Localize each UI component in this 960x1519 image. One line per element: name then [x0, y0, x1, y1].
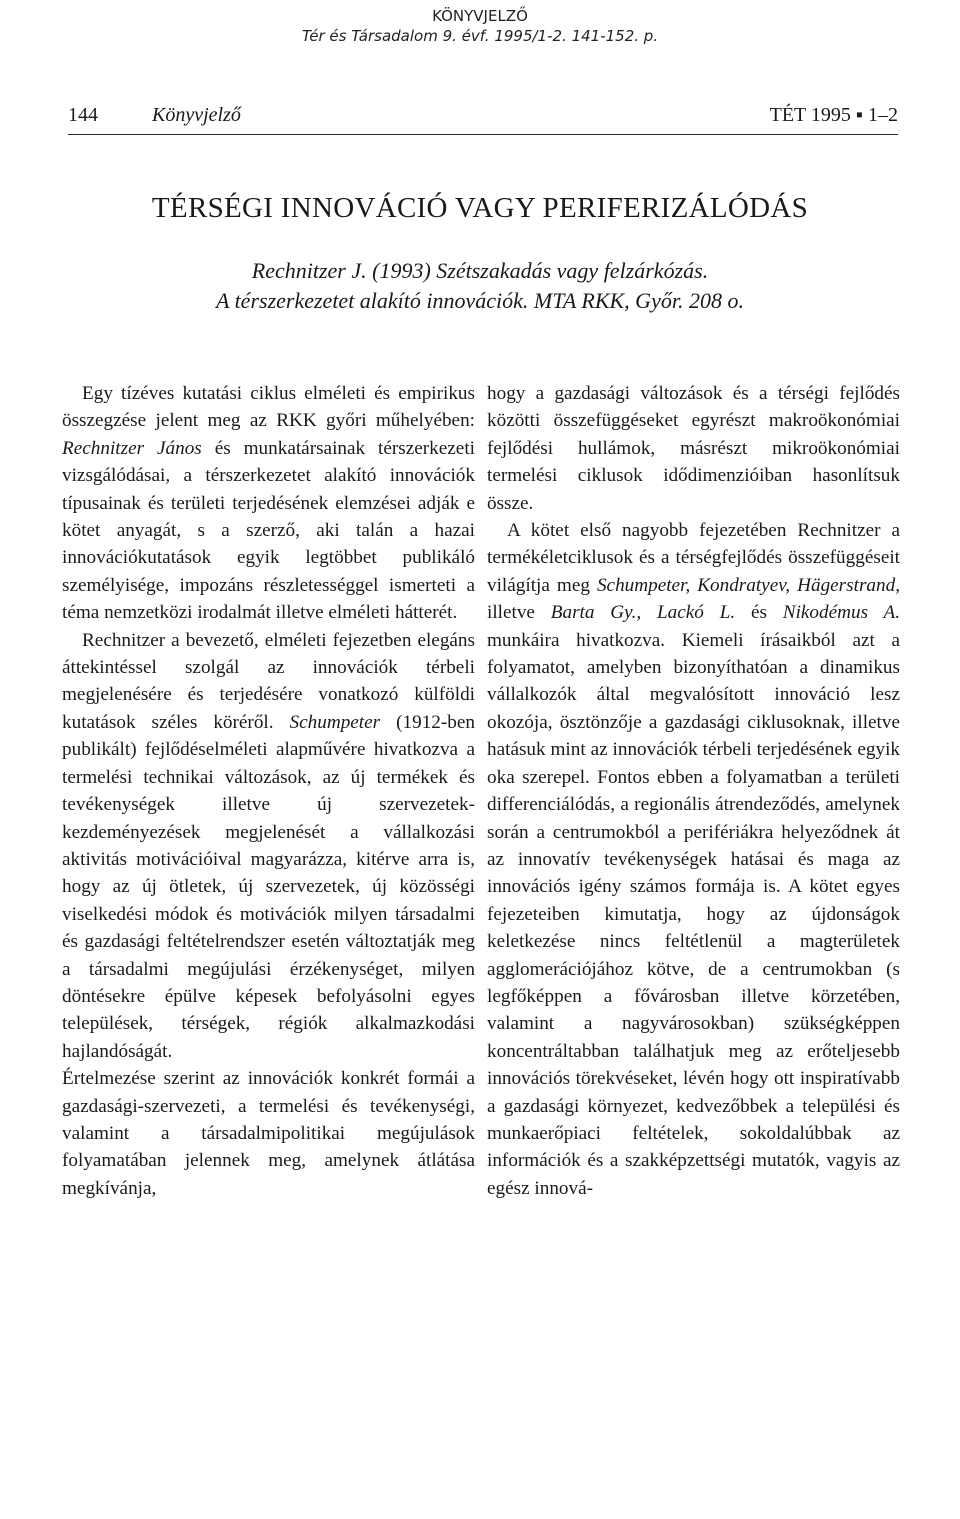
text-run: A kötet első nagyobb fejezetében Rechnitzer a termékéletciklusok és a térségfejlődés összefüggéseit világítja meg — [487, 520, 900, 596]
author-name: Nikodémus A. — [782, 602, 901, 624]
running-head — [68, 104, 898, 135]
paragraph-3: Értelmezése szerint az innovációk konkrét formái a gazdasági-szervezeti, a termelési és tevékenységi, valamint a társadalmipolitikai megújulások folyamatában jelennek meg, amelynek átlátása megkívánja, — [62, 1068, 475, 1199]
author-names: Schumpeter, Kondratyev, Hägerstrand, — [596, 574, 900, 596]
author-names: Barta Gy., Lackó L. — [550, 602, 736, 624]
paragraph-4: hogy a gazdasági változások és a térségi fejlődés közötti összefüggéseket egyrészt makroökonómiai fejlődési hullámok, másrészt mikroökonómiai termelési ciklusok idődimenzióiban hasonlítsuk össze. — [487, 383, 900, 514]
text-run: munkáira hivatkozva. Kiemeli írásaikból azt a folyamatot, amelyben bizonyíthatóan a dinamikus vállalkozók által megvalósított innováció lesz okozója, ösztönzője a gazdasági ciklusoknak, illetve hatásuk mint az innovációk térbeli terjedésének egyik oka szerepel. Fontos ebben a folyamatban a területi differenciálódás, a regionális átrendeződés, amelynek során a centrumokból a perifériákra helyeződnek át az innovatív tevékenységek hatásai és maga az innovációs igény számos formája is. A kötet egyes fejezeteiben kimutatja, hogy az újdonságok keletkezése nincs feltétlenül a magterületek agglomerációjához kötve, de a centrumokban (s legfőképpen a fővárosban illetve körzetében, valamint a nagyvárosokban) szükségképpen koncentráltabban találhatjuk meg az erőteljesebb innovációs törekvéseket, lévén hogy ott inspiratívabb a gazdasági környezet, kedvezőbbek a települési és munkaerőpiaci feltételek, sokoldalúbbak az információk és a szakképzettségi mutatók, vagyis az egész innová- — [487, 629, 900, 1199]
right-column — [487, 380, 900, 1202]
author-name: Schumpeter — [289, 711, 381, 733]
text-run: és munkatársainak térszerkezeti vizsgálódásai, a térszerkezetet alakító innovációk típusainak és területi terjedésének elemzései adják e kötet anyagát, s a szerző, aki talán a hazai innovációkutatások egyik legtöbbet publikáló személyisége, impozáns részletességgel ismerteti a téma nemzetközi irodalmát illetve elméleti hátterét. — [62, 437, 475, 624]
left-column — [62, 380, 475, 1202]
author-name: Rechnitzer János — [62, 437, 202, 459]
paragraph-2 — [62, 627, 475, 1066]
journal-issue: TÉT 1995 ▪ 1–2 — [769, 104, 898, 126]
paragraph-1 — [62, 380, 475, 627]
page-number: 144 — [68, 104, 98, 126]
text-run: Rechnitzer a bevezető, elméleti fejezetben elegáns áttekintéssel szolgál az innovációk térbeli megjelenésére és terjedésére vonatkozó külföldi kutatások széles köréről. — [62, 629, 475, 733]
paragraph-5 — [487, 517, 900, 1202]
text-run: illetve — [487, 602, 551, 624]
citation-line-1: Rechnitzer J. (1993) Szétszakadás vagy felzárkózás. — [251, 258, 709, 283]
text-run: Egy tízéves kutatási ciklus elméleti és empirikus összegzése jelent meg az RKK győri műhelyében: — [62, 383, 475, 432]
article-title: TÉRSÉGI INNOVÁCIÓ VAGY PERIFERIZÁLÓDÁS — [151, 192, 809, 224]
header-source: Tér és Társadalom 9. évf. 1995/1-2. 141-152. p. — [301, 27, 659, 45]
text-run: (1912-ben publikált) fejlődéselméleti alapművére hivatkozva a termelési technikai változások, az új termékek és tevékenységek illetve új szervezetek-kezdeményezések megjelenését a vállalkozási aktivitás motivációival magyarázza, kitérve arra is, hogy az új ötletek, új szervezetek, új közösségi viselkedési módok és motivációk milyen társadalmi és gazdasági feltételrendszer esetén változtatják meg a társadalmi megújulási érzékenységet, milyen döntésekre épülve képesek befolyásolni egyes települések, térségek, régiók alkalmazkodási hajlandóságát. — [62, 711, 475, 1062]
citation-line-2: A térszerkezetet alakító innovációk. MTA RKK, Győr. 208 o. — [216, 288, 744, 313]
section-name: Könyvjelző — [152, 104, 241, 126]
header-label: KÖNYVJELZŐ — [432, 7, 528, 25]
text-run: és — [735, 602, 783, 624]
